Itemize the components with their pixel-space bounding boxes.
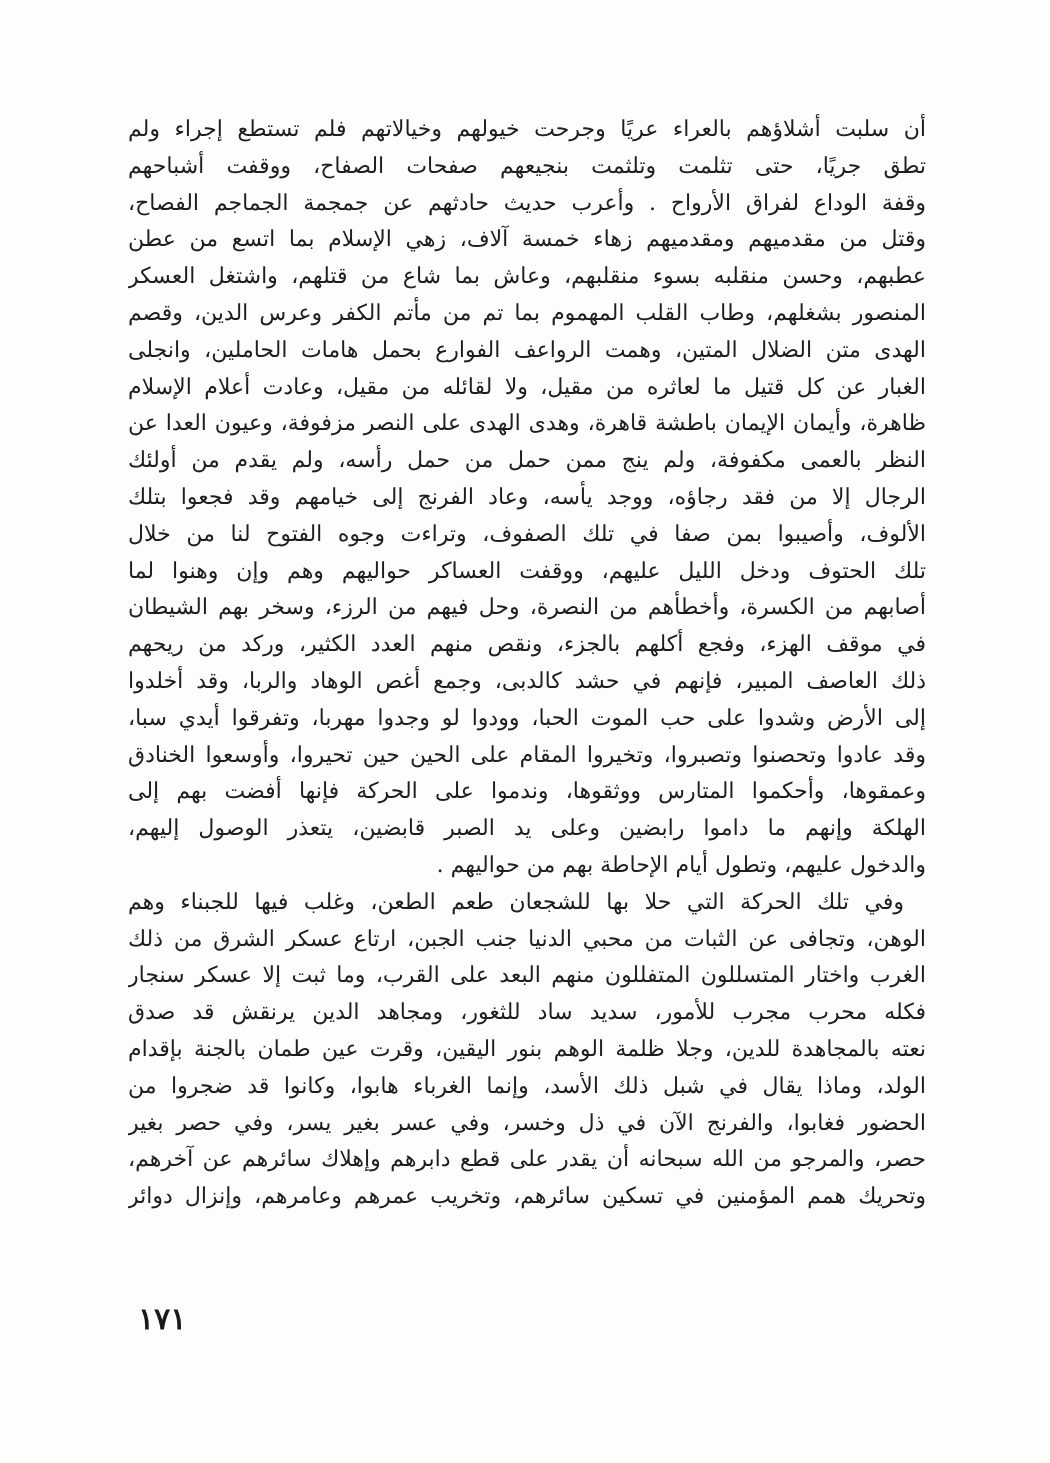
text-line: وقد عادوا وتحصنوا وتصبروا، وتخيروا المقام على الحين حين تحيروا، وأوسعوا الخنادق — [128, 742, 926, 768]
text-line: الوهن، وتجافى عن الثبات من محبي الدنيا جنب الجبن، ارتاع عسكر الشرق من ذلك — [128, 926, 926, 952]
text-line: وعمقوها، وأحكموا المتارس ووثقوها، وندموا على الحركة فإنها أفضت بهم إلى — [128, 779, 926, 805]
text-line: وقتل من مقدميهم ومقدميهم زهاء خمسة آلاف، زهي الإسلام بما اتسع من عطن — [128, 227, 926, 253]
text-line: المنصور بشغلهم، وطاب القلب المهموم بما تم من مأتم الكفر وعرس الدين، وقصم — [128, 300, 926, 326]
text-line: إلى الأرض وشدوا على حب الموت الحبا، وودوا لو وجدوا مهربا، وتفرقوا أيدي سبا، — [128, 705, 926, 731]
body-text — [128, 112, 926, 1216]
text-line: تطق جريًا، حتى تثلمت وتلثمت بنجيعهم صفحات الصفاح، ووقفت أشباحهم — [128, 153, 926, 179]
paragraph-end-line: والدخول عليهم، وتطول أيام الإحاطة بهم من حواليهم . — [436, 852, 926, 878]
text-line: الهدى متن الضلال المتين، وهمت الرواعف الفوارع بحمل هامات الحاملين، وانجلى — [128, 337, 926, 363]
text-line: تلك الحتوف ودخل الليل عليهم، ووقفت العساكر حواليهم وهم وإن وهنوا لما — [128, 558, 926, 584]
text-line: نعته بالمجاهدة للدين، وجلا ظلمة الوهم بنور اليقين، وقرت عين طمان بالجنة بإقدام — [128, 1036, 926, 1062]
text-line: فكله محرب مجرب للأمور، سديد ساد للثغور، ومجاهد الدين يرنقش قد صدق — [128, 1000, 926, 1026]
text-line: أصابهم من الكسرة، وأخطأهم من النصرة، وحل فيهم من الرزء، وسخر بهم الشيطان — [128, 595, 926, 621]
paragraph-start-line: وفي تلك الحركة التي حلا بها للشجعان طعم الطعن، وغلب فيها للجبناء وهم — [128, 889, 904, 915]
text-line: الألوف، وأصيبوا بمن صفا في تلك الصفوف، وتراءت وجوه الفتوح لنا من خلال — [128, 521, 926, 547]
text-line: الحضور فغابوا، والفرنج الآن في ذل وخسر، وفي عسر بغير يسر، وفي حصر بغير — [128, 1110, 926, 1136]
page-number: ١٧١ — [138, 1302, 187, 1337]
text-line: الغرب واختار المتسللون المتفللون منهم البعد على القرب، وما ثبت إلا عسكر سنجار — [128, 963, 926, 989]
text-line: ذلك العاصف المبير، فإنهم في حشد كالدبى، وجمع أغص الوهاد والربا، وقد أخلدوا — [128, 668, 926, 694]
text-line: الغبار عن كل قتيل ما لعاثره من مقيل، ولا لقائله من مقيل، وعادت أعلام الإسلام — [128, 374, 926, 400]
text-line: حصر، والمرجو من الله سبحانه أن يقدر على قطع دابرهم وإهلاك سائرهم عن آخرهم، — [128, 1147, 926, 1173]
text-line: ظاهرة، وأيمان الإيمان باطشة قاهرة، وهدى الهدى على النصر مزفوفة، وعيون العدا عن — [128, 411, 926, 437]
text-line: النظر بالعمى مكفوفة، ولم ينج ممن حمل من حمل رأسه، ولم يقدم من أولئك — [128, 448, 926, 474]
text-line: الهلكة وإنهم ما داموا رابضين وعلى يد الصبر قابضين، يتعذر الوصول إليهم، — [128, 816, 926, 842]
text-line: أن سلبت أشلاؤهم بالعراء عريًا وجرحت خيولهم وخيالاتهم فلم تستطع إجراء ولم — [128, 117, 926, 142]
text-line: وتحريك همم المؤمنين في تسكين سائرهم، وتخريب عمرهم وعامرهم، وإنزال دوائر — [128, 1184, 926, 1210]
text-line: في موقف الهزء، وفجع أكلهم بالجزء، ونقص منهم العدد الكثير، وركد من ريحهم — [128, 632, 926, 658]
text-line: وقفة الوداع لفراق الأرواح . وأعرب حديث حادثهم عن جمجمة الجماجم الفصاح، — [128, 190, 926, 216]
text-line: الولد، وماذا يقال في شبل ذلك الأسد، وإنما الغرباء هابوا، وكانوا قد ضجروا من — [128, 1073, 926, 1099]
text-line: الرجال إلا من فقد رجاؤه، ووجد يأسه، وعاد الفرنج إلى خيامهم وقد فجعوا بتلك — [128, 484, 926, 510]
text-line: عطبهم، وحسن منقلبه بسوء منقلبهم، وعاش بما شاع من قتلهم، واشتغل العسكر — [128, 264, 926, 290]
